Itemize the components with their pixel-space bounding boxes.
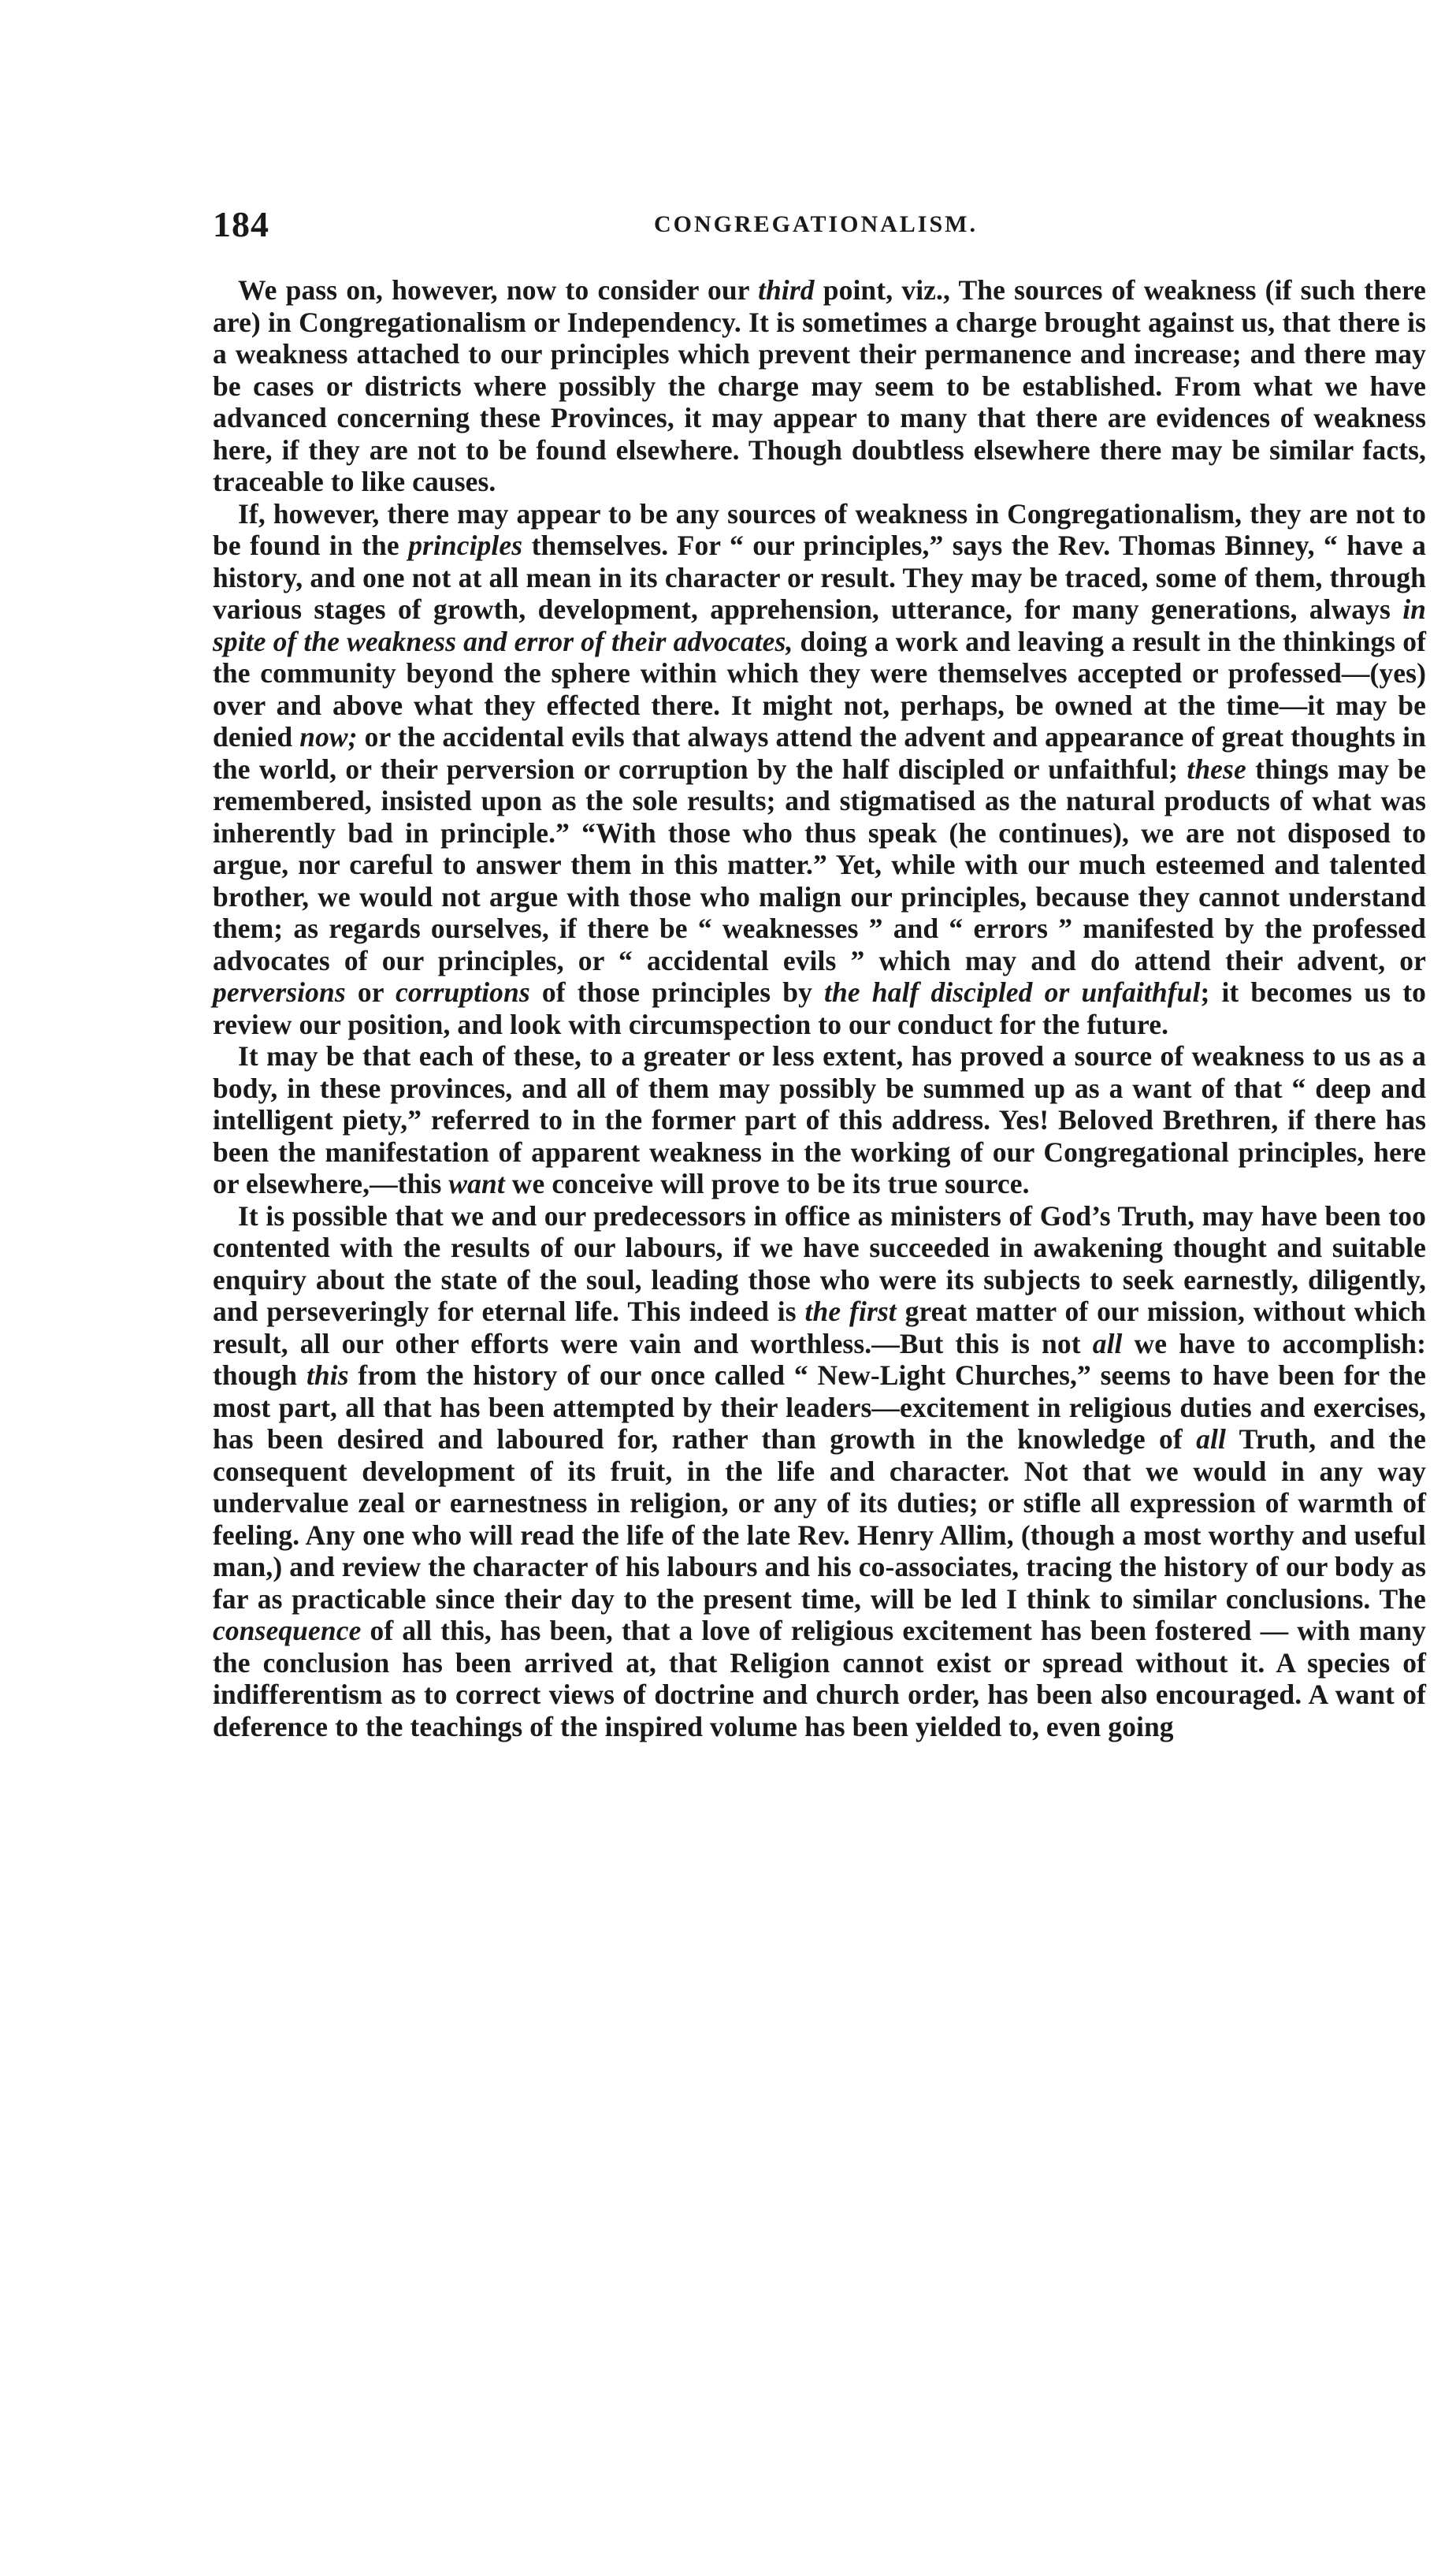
text-run: or the accidental evils that always attend the advent and appearance of great thoughts in the world, or their perversion or corruption by the half discipled or unfaithful; <box>213 721 1426 785</box>
text-run: we conceive will prove to be its true source. <box>504 1168 1030 1199</box>
text-run: we have to accomplish: though <box>213 1327 1426 1391</box>
italic-run: all <box>1196 1423 1226 1455</box>
text-run: It is possible that we and our predecessors in office as ministers of God’s Truth, may have been too contented with the results of our labours, if we have succeeded in awakening thought and suitable enquiry about the state of the soul, leading those who were its subjects to seek earnestly, diligently, and perseveringly for eternal life. This indeed is <box>213 1199 1426 1327</box>
text-run: of those principles by <box>529 976 825 1008</box>
italic-run: consequence <box>213 1615 362 1646</box>
text-run: We pass on, however, now to consider our <box>238 274 759 306</box>
page-header <box>213 203 1426 251</box>
running-head: CONGREGATIONALISM. <box>654 211 978 237</box>
italic-run: corruptions <box>396 976 530 1008</box>
italic-run: principles <box>408 530 523 561</box>
book-page <box>213 203 1426 1742</box>
text-run: If, however, there may appear to be any sources of weakness in Congregationalism, they are not to be found in the <box>213 497 1426 561</box>
text-run: Truth, and the consequent development of its fruit, in the life and character. Not that we would in any way undervalue zeal or earnestness in religion, or any of its duties; or stifle all expression of warmth of feeling. Any one who will read the life of the late Rev. Henry Allim, (though a most worthy and useful man,) and review the character of his labours and his co-associates, tracing the history of our body as far as practicable since their day to the present time, will be led I think to similar conclusions. The <box>213 1423 1426 1615</box>
italic-run: all <box>1092 1327 1123 1359</box>
text-run: doing a work and leaving a result in the thinkings of the community beyond the sphere within which they were themselves accepted or professed—(yes) over and above what they effected there. It might not, perhaps, be owned at the time—it may be denied <box>213 625 1427 753</box>
italic-run: this <box>306 1359 349 1391</box>
italic-run: the first <box>804 1296 897 1327</box>
text-run: from the history of our once called “ New-Light Churches,” seems to have been for the most part, all that has been attempted by their leaders—excitement in religious duties and exercises, has been desired and laboured for, rather than growth in the knowledge of <box>213 1359 1426 1455</box>
italic-run: these <box>1187 753 1246 785</box>
italic-run: perversions <box>213 976 346 1008</box>
text-run: great matter of our mission, without which result, all our other efforts were vain and worthless.—But this is not <box>213 1296 1426 1359</box>
text-run: things may be remembered, insisted upon as the sole results; and stigmatised as the natural products of what was inherently bad in principle.” “With those who thus speak (he continues), we are not disposed to argue, nor careful to answer them in this matter.” Yet, while with our much esteemed and talented brother, we would not argue with those who malign our principles, because they cannot understand them; as regards ourselves, if there be “ weaknesses ” and “ errors ” manifested by the professed advocates of our principles, or “ accidental evils ” which may and do attend their advent, or <box>213 753 1426 976</box>
paragraph-2 <box>213 498 1426 1041</box>
text-run: point, viz., The sources of weakness (if such there are) in Congregationalism or Independency. It is sometimes a charge brought against us, that there is a weakness attached to our principles which prevent their permanence and increase; and there may be cases or districts where possibly the charge may seem to be established. From what we have advanced concerning these Provinces, it may appear to many that there are evidences of weakness here, if they are not to be found elsewhere. Though doubtless elsewhere there may be similar facts, traceable to like causes. <box>213 274 1426 497</box>
text-run: ; it becomes us to review our position, and look with circumspection to our conduct for the future. <box>213 976 1427 1040</box>
text-run: themselves. For “ our principles,” says the Rev. Thomas Binney, “ have a history, and one not at all mean in its character or result. They may be traced, some of them, through various stages of growth, development, apprehension, utterance, for many generations, always <box>213 530 1426 625</box>
body-text <box>213 274 1426 1742</box>
paragraph-1 <box>213 274 1426 498</box>
paragraph-3 <box>213 1040 1426 1200</box>
italic-run: third <box>758 274 815 306</box>
italic-run: want <box>448 1168 505 1199</box>
italic-run: in spite of the weakness and error of their advocates, <box>213 593 1426 657</box>
italic-run: now; <box>299 721 358 753</box>
paragraph-4 <box>213 1200 1426 1743</box>
page-number: 184 <box>213 204 269 244</box>
text-run: It may be that each of these, to a greater or less extent, has proved a source of weakness to us as a body, in these provinces, and all of them may possibly be summed up as a want of that “ deep and intelligent piety,” referred to in the former part of this address. Yes! Beloved Brethren, if there has been the manifestation of apparent weakness in the working of our Congregational principles, here or elsewhere,—this <box>213 1040 1426 1199</box>
text-run: or <box>345 976 396 1008</box>
text-run: of all this, has been, that a love of religious excitement has been fostered — with many the conclusion has been arrived at, that Religion cannot exist or spread without it. A species of indifferentism as to correct views of doctrine and church order, has been also encouraged. A want of deference to the teachings of the inspired volume has been yielded to, even going <box>213 1615 1426 1742</box>
italic-run: the half discipled or unfaithful <box>824 976 1201 1008</box>
